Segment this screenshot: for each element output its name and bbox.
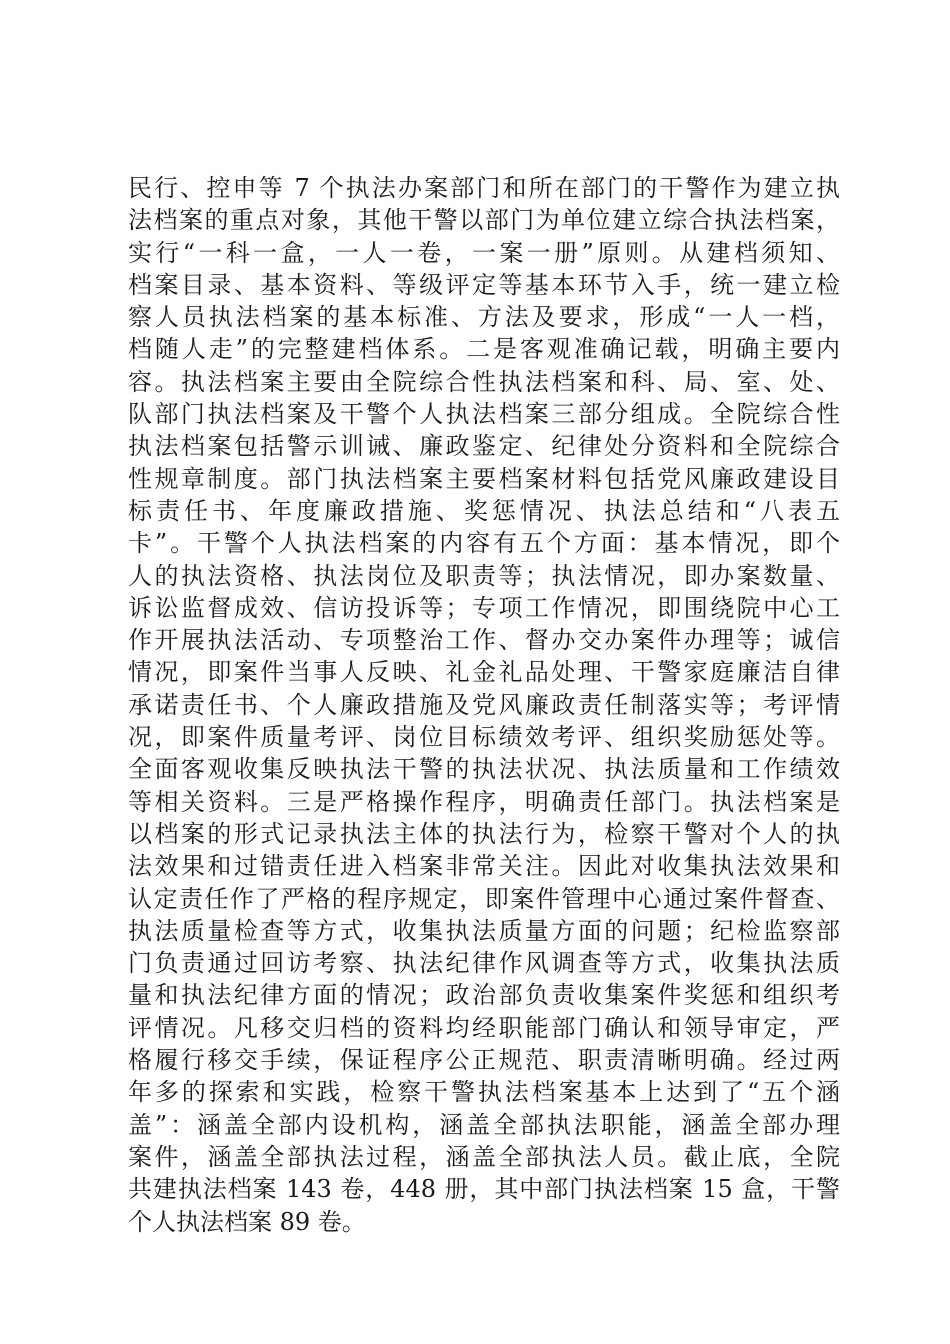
- text-line: 卡”。干警个人执法档案的内容有五个方面：基本情况，即个: [128, 529, 840, 558]
- text-line: 承诺责任书、个人廉政措施及党风廉政责任制落实等；考评情: [128, 690, 840, 719]
- text-line: 等相关资料。三是严格操作程序，明确责任部门。执法档案是: [128, 787, 840, 816]
- text-line: 察人员执法档案的基本标准、方法及要求，形成“一人一档，: [128, 303, 840, 332]
- text-line: 执法档案包括警示训诫、廉政鉴定、纪律处分资料和全院综合: [128, 432, 840, 461]
- text-line: 人的执法资格、执法岗位及职责等；执法情况，即办案数量、: [128, 561, 840, 590]
- text-line: 个人执法档案 89 卷。: [128, 1207, 366, 1236]
- text-line: 实行“一科一盒，一人一卷，一案一册”原则。从建档须知、: [128, 238, 840, 267]
- text-line: 档随人走”的完整建档体系。二是客观准确记载，明确主要内: [128, 335, 840, 364]
- text-line: 标责任书、年度廉政措施、奖惩情况、执法总结和“八表五: [128, 496, 840, 525]
- text-line: 评情况。凡移交归档的资料均经职能部门确认和领导审定，严: [128, 1013, 840, 1042]
- text-line: 法档案的重点对象，其他干警以部门为单位建立综合执法档案，: [128, 206, 840, 235]
- text-line: 全面客观收集反映执法干警的执法状况、执法质量和工作绩效: [128, 755, 840, 784]
- text-line: 门负责通过回访考察、执法纪律作风调查等方式，收集执法质: [128, 949, 840, 978]
- text-line: 以档案的形式记录执法主体的执法行为，检察干警对个人的执: [128, 819, 840, 848]
- text-line: 执法质量检查等方式，收集执法质量方面的问题；纪检监察部: [128, 916, 840, 945]
- text-line: 诉讼监督成效、信访投诉等；专项工作情况，即围绕院中心工: [128, 593, 840, 622]
- text-line: 共建执法档案 143 卷，448 册，其中部门执法档案 15 盒，干警: [128, 1175, 840, 1204]
- text-line: 性规章制度。部门执法档案主要档案材料包括党风廉政建设目: [128, 464, 840, 493]
- text-line: 队部门执法档案及干警个人执法档案三部分组成。全院综合性: [128, 400, 840, 429]
- text-line: 作开展执法活动、专项整治工作、督办交办案件办理等；诚信: [128, 626, 840, 655]
- text-line: 认定责任作了严格的程序规定，即案件管理中心通过案件督查、: [128, 884, 840, 913]
- body-paragraph: [128, 172, 840, 1238]
- text-line: 民行、控申等 7 个执法办案部门和所在部门的干警作为建立执: [128, 174, 840, 202]
- text-line: 案件，涵盖全部执法过程，涵盖全部执法人员。截止底，全院: [128, 1142, 840, 1171]
- text-line: 盖”：涵盖全部内设机构，涵盖全部执法职能，涵盖全部办理: [128, 1110, 840, 1139]
- text-line: 量和执法纪律方面的情况；政治部负责收集案件奖惩和组织考: [128, 981, 840, 1010]
- text-line: 容。执法档案主要由全院综合性执法档案和科、局、室、处、: [128, 367, 840, 396]
- text-line: 情况，即案件当事人反映、礼金礼品处理、干警家庭廉洁自律: [128, 658, 840, 687]
- text-line: 法效果和过错责任进入档案非常关注。因此对收集执法效果和: [128, 852, 840, 881]
- text-line: 况，即案件质量考评、岗位目标绩效考评、组织奖励惩处等。: [128, 723, 840, 752]
- text-line: 年多的探索和实践，检察干警执法档案基本上达到了“五个涵: [128, 1078, 840, 1107]
- text-line: 格履行移交手续，保证程序公正规范、职责清晰明确。经过两: [128, 1046, 840, 1075]
- text-line: 档案目录、基本资料、等级评定等基本环节入手，统一建立检: [128, 270, 840, 299]
